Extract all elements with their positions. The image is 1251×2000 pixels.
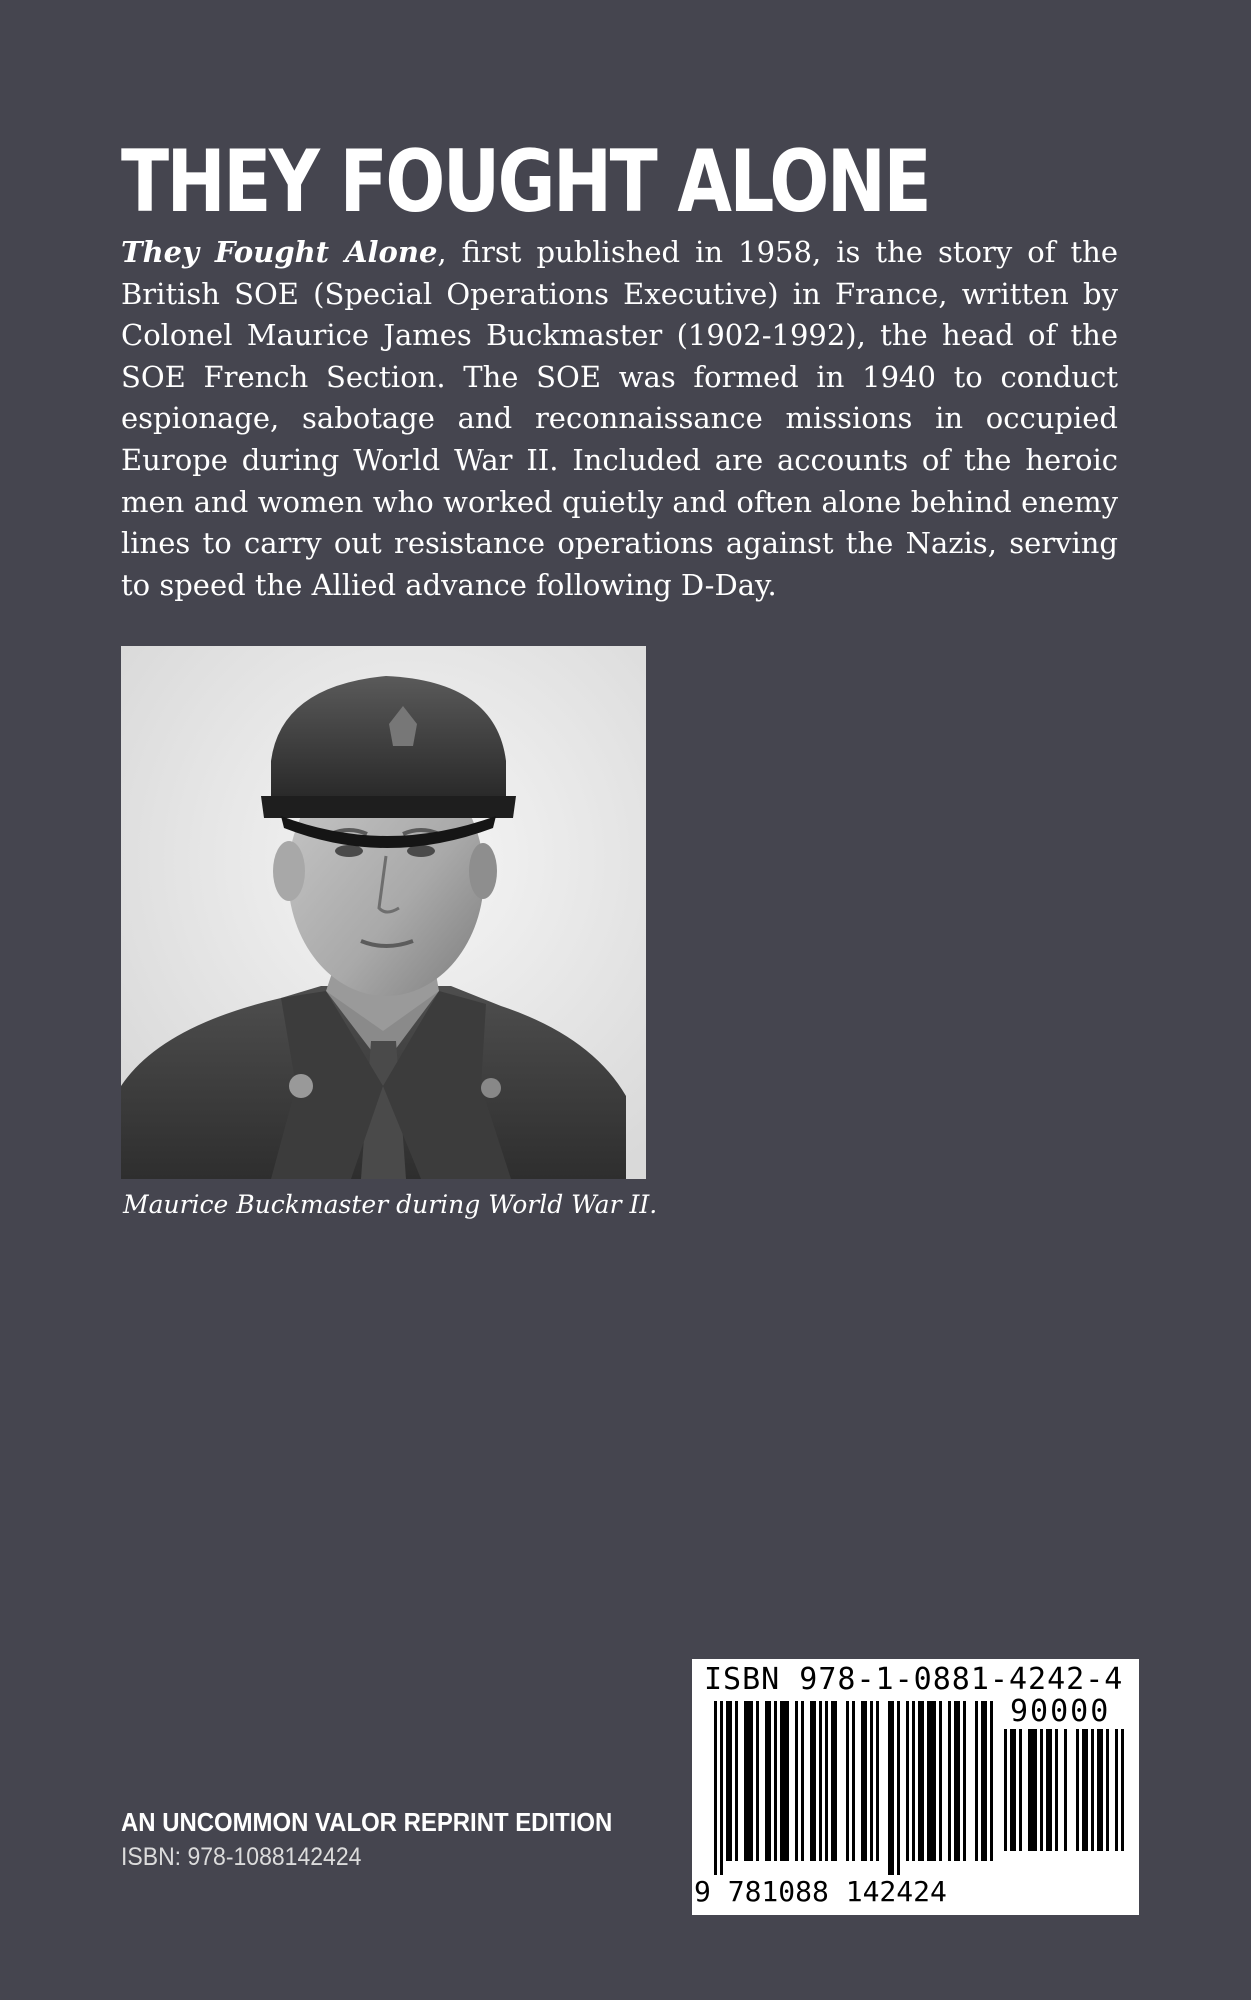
- barcode-bar: [1019, 1729, 1022, 1851]
- barcode-bar: [912, 1701, 915, 1861]
- barcode-bar: [981, 1701, 987, 1861]
- barcode-bar: [1046, 1729, 1052, 1851]
- barcode-bar: [780, 1701, 789, 1861]
- isbn-text: ISBN: 978-1088142424: [121, 1843, 362, 1871]
- barcode-bar: [939, 1701, 942, 1861]
- isbn-barcode: [692, 1659, 1139, 1915]
- barcode-bar: [975, 1701, 978, 1861]
- barcode-bar: [735, 1701, 738, 1861]
- barcode-bar: [801, 1701, 804, 1861]
- book-title: THEY FOUGHT ALONE: [121, 132, 930, 232]
- barcode-bar: [795, 1701, 798, 1861]
- description-text: , first published in 1958, is the story of the British SOE (Special Operations Executive) in France, written by Colonel Maurice James Buckmaster (1902-1992), the head of the SOE French Section. The SOE was formed in 1940 to conduct espionage, sabotage and reconnaissance missions in occupied Europe during World War II. Included are accounts of the heroic men and women who worked quietly and often alone behind enemy lines to carry out resistance operations against the Nazis, serving to speed the Allied advance following D-Day.: [121, 235, 1118, 602]
- portrait-illustration: [121, 646, 646, 1179]
- barcode-bar: [954, 1701, 960, 1861]
- barcode-bar: [1040, 1729, 1043, 1851]
- barcode-bar: [1055, 1729, 1058, 1851]
- barcode-bar: [927, 1701, 936, 1861]
- barcode-bar: [720, 1701, 723, 1875]
- barcode-bar: [744, 1701, 753, 1861]
- barcode-bar: [765, 1701, 771, 1861]
- barcode-bar: [1106, 1729, 1109, 1851]
- barcode-bars-main: [714, 1701, 994, 1877]
- barcode-isbn-label: ISBN 978-1-0881-4242-4: [704, 1662, 1124, 1697]
- barcode-bar: [1010, 1729, 1016, 1851]
- barcode-bar: [1064, 1729, 1067, 1851]
- photo-caption: Maurice Buckmaster during World War II.: [123, 1190, 658, 1219]
- barcode-bar: [906, 1701, 909, 1861]
- barcode-bar: [876, 1701, 879, 1861]
- barcode-bar: [726, 1701, 732, 1861]
- barcode-bar: [990, 1701, 993, 1861]
- description-book-title: They Fought Alone: [121, 235, 438, 269]
- barcode-bar: [1121, 1729, 1124, 1851]
- barcode-bar: [1091, 1729, 1094, 1851]
- book-description: [121, 232, 1118, 606]
- barcode-bar: [1115, 1729, 1118, 1851]
- barcode-bar: [819, 1701, 822, 1861]
- edition-label: AN UNCOMMON VALOR REPRINT EDITION: [121, 1807, 613, 1837]
- barcode-bar: [963, 1701, 966, 1861]
- barcode-price-code: 90000: [1010, 1694, 1111, 1729]
- barcode-bar: [846, 1701, 849, 1861]
- barcode-bar: [1097, 1729, 1103, 1851]
- barcode-digits: 9 781088 142424: [694, 1875, 947, 1908]
- barcode-bar: [861, 1701, 867, 1861]
- barcode-bar: [1004, 1729, 1007, 1851]
- barcode-bars-addon: [1004, 1729, 1126, 1857]
- barcode-bar: [852, 1701, 855, 1861]
- barcode-bar: [1076, 1729, 1079, 1851]
- barcode-bar: [831, 1701, 837, 1861]
- barcode-bar: [774, 1701, 777, 1861]
- barcode-bar: [825, 1701, 828, 1861]
- barcode-bar: [1082, 1729, 1088, 1851]
- barcode-bar: [888, 1701, 894, 1875]
- barcode-bar: [810, 1701, 816, 1861]
- barcode-bar: [870, 1701, 873, 1861]
- barcode-bar: [918, 1701, 924, 1861]
- barcode-bar: [897, 1701, 900, 1875]
- barcode-bar: [1028, 1729, 1037, 1851]
- barcode-bar: [714, 1701, 717, 1875]
- barcode-bar: [756, 1701, 759, 1861]
- author-portrait-photo: [121, 646, 646, 1179]
- barcode-bar: [948, 1701, 951, 1861]
